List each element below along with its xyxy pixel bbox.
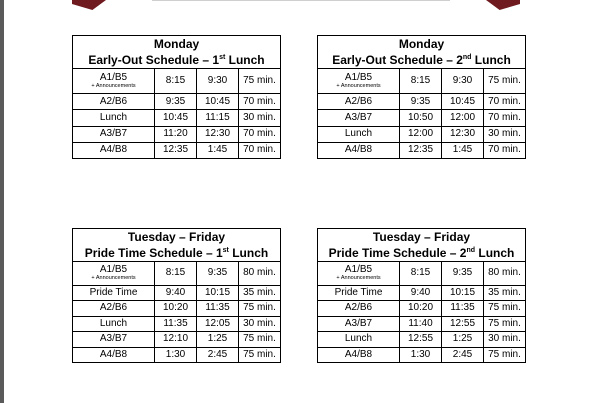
duration-cell: 70 min.	[239, 94, 281, 110]
table-row	[318, 285, 526, 300]
ordinal-suffix: st	[219, 54, 226, 61]
duration-cell: 75 min.	[239, 347, 281, 362]
block-cell	[318, 347, 400, 362]
announcements-note: + Announcements	[336, 275, 381, 282]
document-edge	[0, 0, 4, 403]
block-cell	[318, 301, 400, 316]
schedule-title-text: Early-Out Schedule – 2	[332, 53, 463, 67]
start-time-cell: 8:15	[155, 69, 197, 94]
start-time-cell: 9:35	[400, 94, 442, 110]
block-cell	[318, 69, 400, 94]
block-cell	[73, 94, 155, 110]
schedule-title	[73, 36, 281, 69]
ordinal-suffix: st	[222, 247, 229, 254]
table-row	[318, 262, 526, 286]
block-name: A4/B8	[344, 144, 373, 156]
block-name: Lunch	[99, 317, 128, 329]
start-time-cell: 12:10	[155, 332, 197, 347]
start-time-cell: 9:40	[155, 285, 197, 300]
crest-graphic-left	[72, 0, 106, 10]
block-cell	[73, 69, 155, 94]
block-name: Lunch	[99, 111, 128, 123]
block-name: A4/B8	[99, 348, 128, 360]
schedule-title-lunch: Lunch	[475, 246, 515, 260]
table-row	[73, 110, 281, 126]
table-row	[73, 94, 281, 110]
end-time-cell: 12:55	[442, 316, 484, 331]
block-name: A4/B8	[344, 348, 373, 360]
end-time-cell: 2:45	[197, 347, 239, 362]
end-time-cell: 2:45	[442, 347, 484, 362]
start-time-cell: 11:35	[155, 316, 197, 331]
schedule-title-lunch: Lunch	[471, 53, 511, 67]
duration-cell: 75 min.	[484, 301, 526, 316]
block-cell	[318, 316, 400, 331]
ordinal-suffix: nd	[466, 247, 476, 254]
end-time-cell: 12:05	[197, 316, 239, 331]
start-time-cell: 8:15	[400, 69, 442, 94]
block-cell	[318, 110, 400, 126]
ordinal-suffix: nd	[462, 54, 472, 61]
block-name: A4/B8	[99, 144, 128, 156]
table-row	[73, 347, 281, 362]
block-cell	[318, 142, 400, 158]
table-row	[73, 69, 281, 94]
block-cell	[318, 262, 400, 286]
announcements-note: + Announcements	[336, 83, 381, 90]
table-row	[73, 142, 281, 158]
start-time-cell: 10:20	[155, 301, 197, 316]
schedule-monday-2nd-lunch	[317, 35, 526, 159]
block-name: A3/B7	[99, 333, 128, 345]
end-time-cell: 12:30	[197, 126, 239, 142]
crest-graphic-right	[486, 0, 520, 10]
duration-cell: 75 min.	[484, 316, 526, 331]
end-time-cell: 1:45	[442, 142, 484, 158]
table-row	[73, 262, 281, 286]
block-name: A1/B5	[99, 264, 128, 276]
start-time-cell: 8:15	[155, 262, 197, 286]
table-row	[318, 94, 526, 110]
schedule-title-lunch: Lunch	[228, 246, 269, 260]
block-name: Lunch	[344, 128, 373, 140]
start-time-cell: 12:55	[400, 332, 442, 347]
start-time-cell: 12:35	[400, 142, 442, 158]
block-name: A3/B7	[344, 317, 373, 329]
duration-cell: 70 min.	[484, 142, 526, 158]
end-time-cell: 10:45	[197, 94, 239, 110]
table-row	[73, 316, 281, 331]
duration-cell: 30 min.	[239, 110, 281, 126]
table-row	[318, 347, 526, 362]
block-cell	[73, 316, 155, 331]
block-cell	[73, 332, 155, 347]
table-row	[318, 126, 526, 142]
end-time-cell: 12:30	[442, 126, 484, 142]
end-time-cell: 9:35	[197, 262, 239, 286]
duration-cell: 35 min.	[484, 285, 526, 300]
table-row	[318, 142, 526, 158]
end-time-cell: 11:15	[197, 110, 239, 126]
duration-cell: 30 min.	[484, 126, 526, 142]
duration-cell: 35 min.	[239, 285, 281, 300]
schedule-title	[73, 229, 281, 262]
block-name: A2/B6	[99, 95, 128, 107]
block-name: Pride Time	[334, 287, 383, 299]
block-name: A2/B6	[99, 302, 128, 314]
duration-cell: 75 min.	[239, 332, 281, 347]
announcements-note: + Announcements	[91, 275, 136, 282]
end-time-cell: 10:45	[442, 94, 484, 110]
duration-cell: 30 min.	[484, 332, 526, 347]
block-cell	[318, 285, 400, 300]
table-row	[318, 110, 526, 126]
end-time-cell: 1:25	[442, 332, 484, 347]
start-time-cell: 8:15	[400, 262, 442, 286]
block-name: A3/B7	[99, 128, 128, 140]
duration-cell: 80 min.	[239, 262, 281, 286]
block-cell	[318, 126, 400, 142]
block-cell	[73, 110, 155, 126]
duration-cell: 75 min.	[484, 69, 526, 94]
duration-cell: 80 min.	[484, 262, 526, 286]
block-name: A1/B5	[344, 264, 373, 276]
schedule-tuesday-friday-2nd-lunch	[317, 228, 526, 363]
block-cell	[73, 126, 155, 142]
block-cell	[73, 347, 155, 362]
duration-cell: 30 min.	[239, 316, 281, 331]
block-name: A1/B5	[99, 72, 128, 84]
start-time-cell: 9:35	[155, 94, 197, 110]
end-time-cell: 11:35	[197, 301, 239, 316]
schedule-title-text: Pride Time Schedule – 1	[84, 246, 223, 260]
announcements-note: + Announcements	[91, 83, 136, 90]
end-time-cell: 11:35	[442, 301, 484, 316]
block-cell	[73, 285, 155, 300]
block-name: A3/B7	[344, 111, 373, 123]
start-time-cell: 11:40	[400, 316, 442, 331]
schedule-title-lunch: Lunch	[225, 53, 265, 67]
table-row	[73, 285, 281, 300]
schedule-tuesday-friday-1st-lunch	[72, 228, 281, 363]
end-time-cell: 9:30	[197, 69, 239, 94]
block-name: A2/B6	[344, 95, 373, 107]
start-time-cell: 9:40	[400, 285, 442, 300]
end-time-cell: 9:35	[442, 262, 484, 286]
end-time-cell: 9:30	[442, 69, 484, 94]
block-cell	[318, 332, 400, 347]
table-row	[318, 69, 526, 94]
start-time-cell: 12:35	[155, 142, 197, 158]
schedule-title-text: Pride Time Schedule – 2	[328, 246, 467, 260]
start-time-cell: 10:45	[155, 110, 197, 126]
block-name: Lunch	[344, 333, 373, 345]
table-row	[318, 316, 526, 331]
start-time-cell: 10:20	[400, 301, 442, 316]
end-time-cell: 10:15	[442, 285, 484, 300]
duration-cell: 70 min.	[239, 142, 281, 158]
duration-cell: 70 min.	[484, 94, 526, 110]
duration-cell: 75 min.	[484, 347, 526, 362]
duration-cell: 75 min.	[239, 69, 281, 94]
start-time-cell: 12:00	[400, 126, 442, 142]
block-cell	[318, 94, 400, 110]
start-time-cell: 11:20	[155, 126, 197, 142]
table-row	[73, 126, 281, 142]
start-time-cell: 1:30	[400, 347, 442, 362]
table-row	[318, 332, 526, 347]
schedule-day: Monday	[153, 37, 200, 51]
schedule-day: Tuesday – Friday	[372, 230, 471, 244]
block-cell	[73, 262, 155, 286]
schedule-title	[318, 229, 526, 262]
block-cell	[73, 142, 155, 158]
table-row	[318, 301, 526, 316]
end-time-cell: 12:00	[442, 110, 484, 126]
start-time-cell: 1:30	[155, 347, 197, 362]
header-rule	[152, 0, 450, 1]
schedule-monday-1st-lunch	[72, 35, 281, 159]
start-time-cell: 10:50	[400, 110, 442, 126]
end-time-cell: 10:15	[197, 285, 239, 300]
table-row	[73, 332, 281, 347]
end-time-cell: 1:25	[197, 332, 239, 347]
duration-cell: 75 min.	[239, 301, 281, 316]
duration-cell: 70 min.	[484, 110, 526, 126]
block-cell	[73, 301, 155, 316]
block-name: Pride Time	[89, 287, 138, 299]
block-name: A2/B6	[344, 302, 373, 314]
schedule-day: Monday	[398, 37, 445, 51]
block-name: A1/B5	[344, 72, 373, 84]
table-row	[73, 301, 281, 316]
schedule-title-text: Early-Out Schedule – 1	[88, 53, 220, 67]
end-time-cell: 1:45	[197, 142, 239, 158]
schedule-title	[318, 36, 526, 69]
duration-cell: 70 min.	[239, 126, 281, 142]
schedule-day: Tuesday – Friday	[127, 230, 226, 244]
